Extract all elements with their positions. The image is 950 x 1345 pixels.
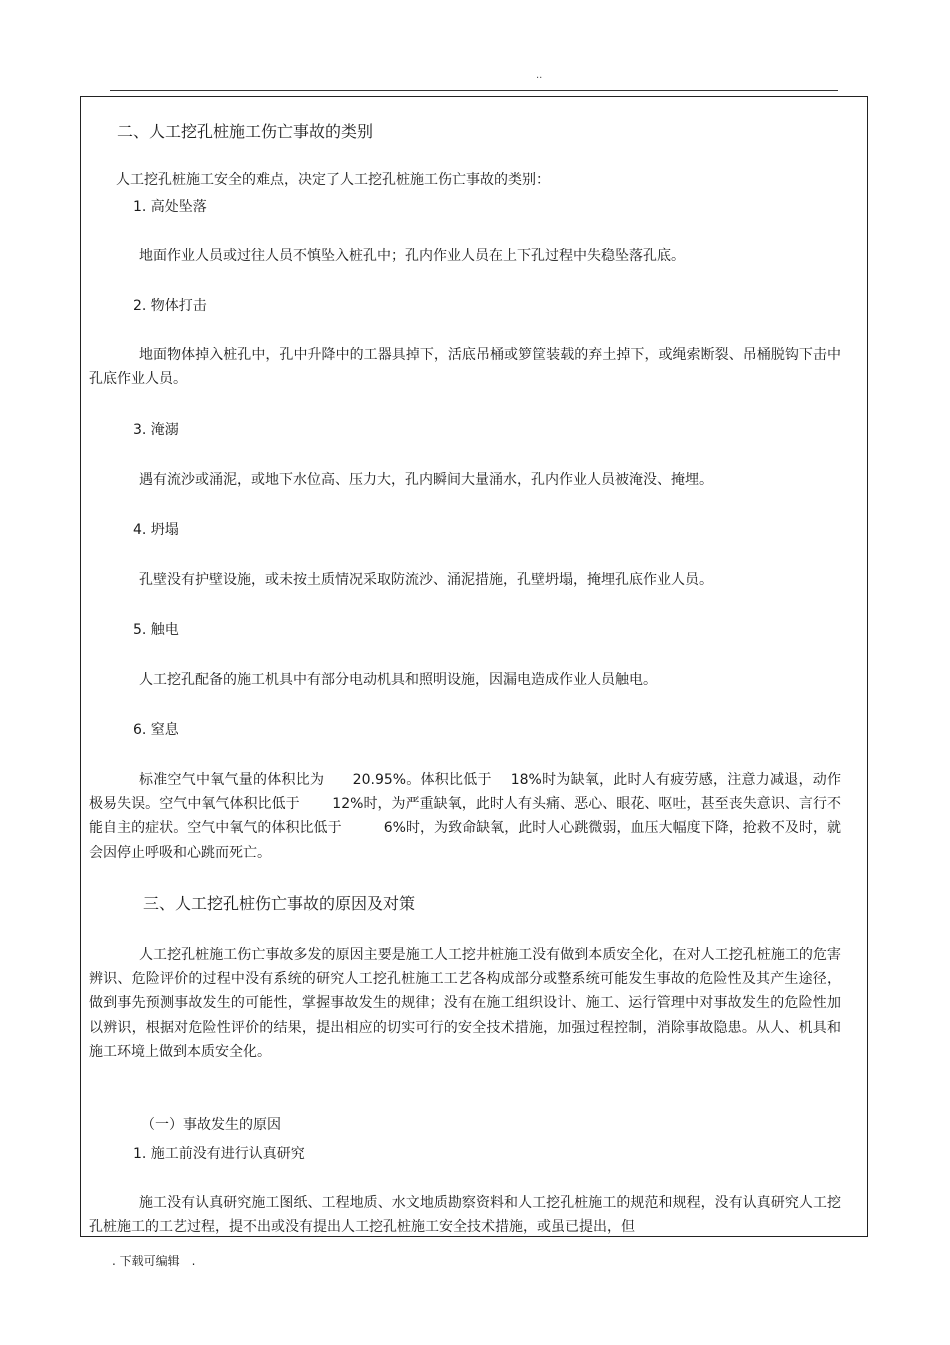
section-2-intro: 人工挖孔桩施工安全的难点，决定了人工挖孔桩施工伤亡事故的类别： [116,172,550,188]
header-rule [110,90,838,91]
section-2-title: 二、人工挖孔桩施工伤亡事故的类别 [117,122,374,141]
item-4-label: 4. 坍塌 [133,522,179,538]
cause-1-label: 1. 施工前没有进行认真研究 [133,1146,305,1162]
cause-1-text: 施工没有认真研究施工图纸、工程地质、水文地质勘察资料和人工挖孔桩施工的规范和规程，没有认真研究人工挖孔桩施工的工艺过程，提不出或没有提出人工挖孔桩施工安全技术措施，或虽已提出，但 [89,1195,841,1236]
document-frame [80,96,868,1237]
item-3-label: 3. 淹溺 [133,422,179,438]
section-3-title: 三、人工挖孔桩伤亡事故的原因及对策 [143,894,416,913]
item-5-label: 5. 触电 [133,622,179,638]
item-2-label: 2. 物体打击 [133,298,207,314]
item-3-text: 遇有流沙或涌泥，或地下水位高、压力大，孔内瞬间大量涌水，孔内作业人员被淹没、掩埋。 [139,472,713,488]
item-6-text: 标准空气中氧气量的体积比为 20.95%。体积比低于 18%时为缺氧，此时人有疲劳感，注意力减退，动作极易失误。空气中氧气体积比低于 12%时，为严重缺氧，此时人有头痛、恶心、眼花、呕吐，甚至丧失意识、言行不能自主的症状。空气中氧气的体积比低于 6%时，为致命缺氧，此时人心跳微弱，血压大幅度下降，抢救不及时，就会因停止呼吸和心跳而死亡。 [89,772,841,861]
item-5-text: 人工挖孔配备的施工机具中有部分电动机具和照明设施，因漏电造成作业人员触电。 [139,672,657,688]
item-6-label: 6. 窒息 [133,722,179,738]
item-2-text: 地面物体掉入桩孔中，孔中升降中的工器具掉下，活底吊桶或箩筐装载的弃土掉下，或绳索断裂、吊桶脱钩下击中孔底作业人员。 [89,347,841,388]
footer-note: . 下载可编辑 . [112,1254,196,1268]
item-1-label: 1. 高处坠落 [133,199,207,215]
item-4-text: 孔壁没有护壁设施，或未按土质情况采取防流沙、涌泥措施，孔壁坍塌，掩埋孔底作业人员。 [139,572,713,588]
subsection-title: （一）事故发生的原因 [141,1117,281,1133]
item-1-text: 地面作业人员或过往人员不慎坠入桩孔中；孔内作业人员在上下孔过程中失稳坠落孔底。 [139,248,685,264]
section-3-paragraph: 人工挖孔桩施工伤亡事故多发的原因主要是施工人工挖井桩施工没有做到本质安全化，在对人工挖孔桩施工的危害辨识、危险评价的过程中没有系统的研究人工挖孔桩施工工艺各构成部分或整系统可能发生事故的危险性及其产生途径，做到事先预测事故发生的可能性，掌握事故发生的规律；没有在施工组织设计、施工、运行管理中对事故发生的危险性加以辨识，根据对危险性评价的结果，提出相应的切实可行的安全技术措施，加强过程控制，消除事故隐患。从人、机具和施工环境上做到本质安全化。 [89,947,841,1060]
header-dots: .. [536,70,543,81]
